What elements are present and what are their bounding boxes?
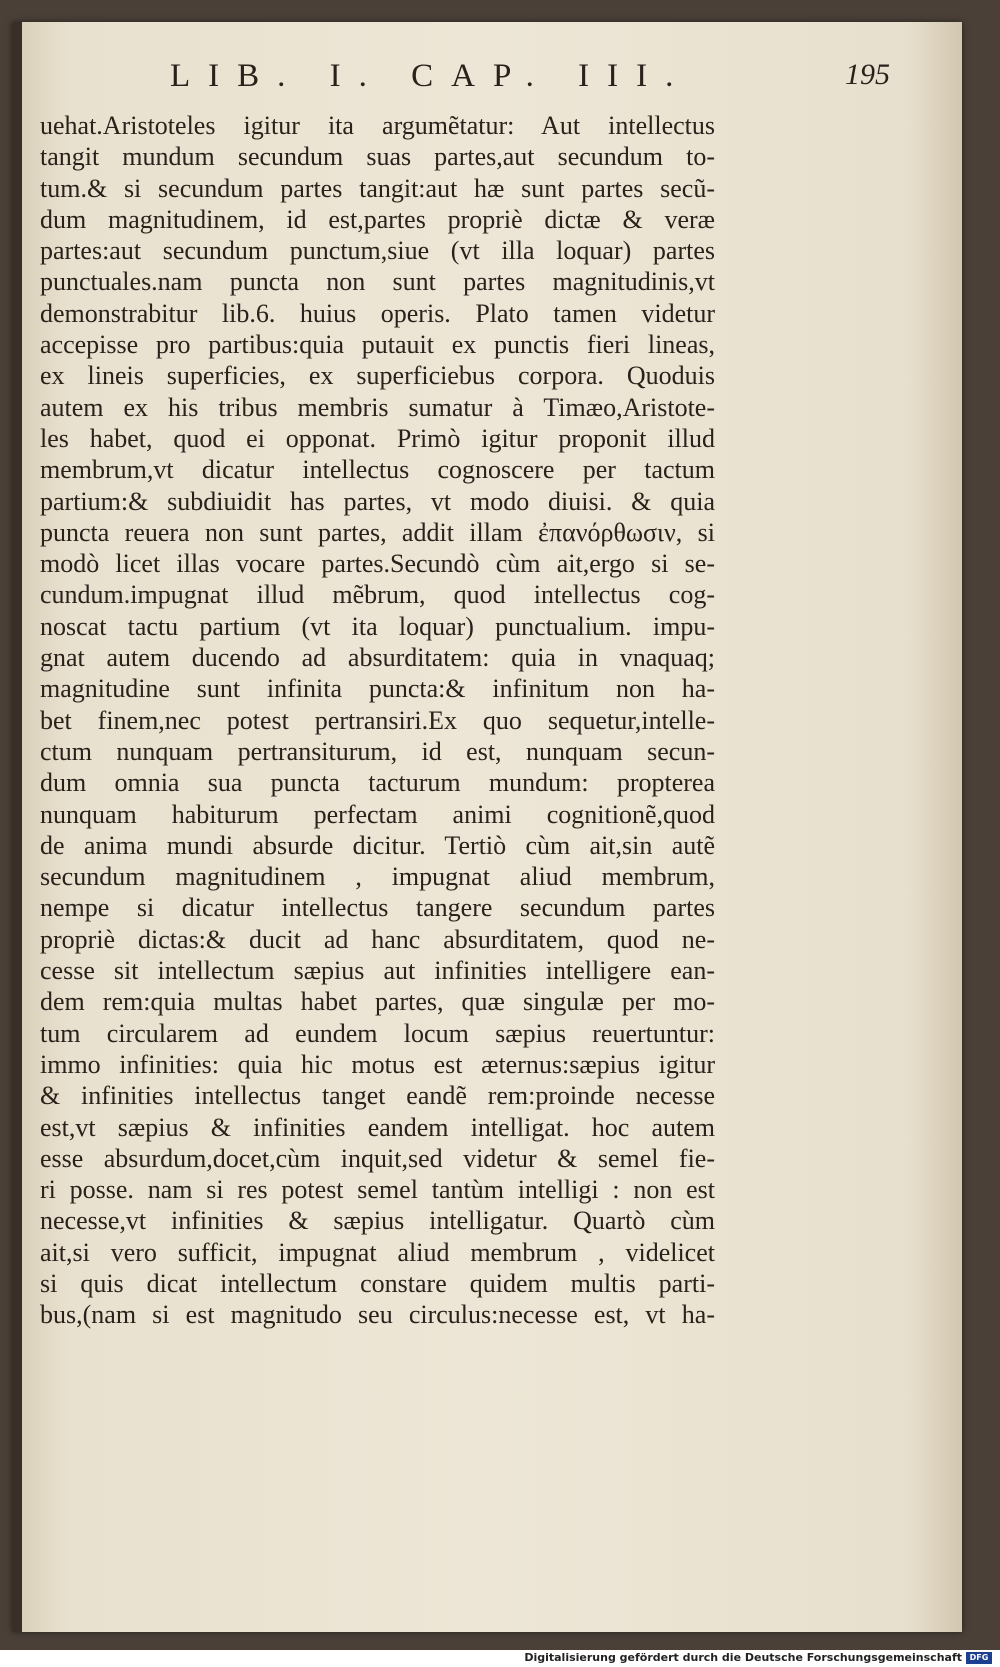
text-line: est,vt sæpius & infinities eandem intelligat. hoc autem bbox=[40, 1112, 715, 1142]
text-line: si quis dicat intellectum constare quidem multis parti- bbox=[40, 1268, 715, 1298]
text-line: ctum nunquam pertransiturum, id est, nunquam secun- bbox=[40, 736, 715, 766]
text-line: cesse sit intellectum sæpius aut infinities intelligere ean- bbox=[40, 956, 715, 986]
dfg-logo: DFG bbox=[966, 1652, 992, 1664]
text-line: accepisse pro partibus:quia putauit ex punctis fieri lineas, bbox=[40, 330, 715, 360]
text-line: partium:& subdiuidit has partes, vt modo diuisi. & quia bbox=[40, 486, 715, 516]
text-line: cundum.impugnat illud mẽbrum, quod intellectus cog- bbox=[40, 580, 715, 610]
text-line: secundum magnitudinem , impugnat aliud membrum, bbox=[40, 862, 715, 892]
text-line: esse absurdum,docet,cùm inquit,sed videtur & semel fie- bbox=[40, 1143, 715, 1173]
text-line: bus,(nam si est magnitudo seu circulus:necesse est, vt ha- bbox=[40, 1300, 715, 1330]
page-header bbox=[170, 58, 890, 106]
text-line: bet finem,nec potest pertransiri.Ex quo sequetur,intelle- bbox=[40, 705, 715, 735]
text-line: puncta reuera non sunt partes, addit illam ἐπανόρθωσιν, si bbox=[40, 517, 715, 547]
text-line: autem ex his tribus membris sumatur à Timæo,Aristote- bbox=[40, 392, 715, 422]
text-line: modò licet illas vocare partes.Secundò cùm ait,ergo si se- bbox=[40, 549, 715, 579]
text-line: de anima mundi absurde dicitur. Tertiò cùm ait,sin autẽ bbox=[40, 830, 715, 860]
text-line: ait,si vero sufficit, impugnat aliud membrum , videlicet bbox=[40, 1237, 715, 1267]
text-line: ri posse. nam si res potest semel tantùm intelligi : non est bbox=[40, 1175, 715, 1205]
text-line: dum omnia sua puncta tacturum mundum: propterea bbox=[40, 768, 715, 798]
text-line: tum.& si secundum partes tangit:aut hæ sunt partes secũ- bbox=[40, 173, 715, 203]
text-line: propriè dictas:& ducit ad hanc absurditatem, quod ne- bbox=[40, 924, 715, 954]
text-line: tum circularem ad eundem locum sæpius reuertuntur: bbox=[40, 1018, 715, 1048]
text-line: gnat autem ducendo ad absurditatem: quia in vnaquaq; bbox=[40, 643, 715, 673]
text-line: tangit mundum secundum suas partes,aut secundum to- bbox=[40, 142, 715, 172]
footer-bar bbox=[0, 1650, 1000, 1667]
text-line: ex lineis superficies, ex superficiebus corpora. Quoduis bbox=[40, 361, 715, 391]
text-line: magnitudine sunt infinita puncta:& infinitum non ha- bbox=[40, 674, 715, 704]
text-line: immo infinities: quia hic motus est æternus:sæpius igitur bbox=[40, 1049, 715, 1079]
body-text bbox=[40, 110, 715, 1331]
text-line: noscat tactu partium (vt ita loquar) punctualium. impu- bbox=[40, 611, 715, 641]
text-line: uehat.Aristoteles igitur ita argumẽtatur: Aut intellectus bbox=[40, 111, 715, 140]
text-line: dem rem:quia multas habet partes, quæ singulæ per mo- bbox=[40, 987, 715, 1017]
text-line: les habet, quod ei opponat. Primò igitur proponit illud bbox=[40, 423, 715, 453]
digitization-credit: Digitalisierung gefördert durch die Deutsche Forschungsgemeinschaft bbox=[524, 1651, 962, 1664]
running-head: LIB. I. CAP. III. bbox=[170, 58, 692, 94]
text-line: membrum,vt dicatur intellectus cognoscere per tactum bbox=[40, 455, 715, 485]
text-line: demonstrabitur lib.6. huius operis. Plato tamen videtur bbox=[40, 298, 715, 328]
text-line: nunquam habiturum perfectam animi cognitionẽ,quod bbox=[40, 799, 715, 829]
text-line: dum magnitudinem, id est,partes propriè dictæ & veræ bbox=[40, 204, 715, 234]
text-line: partes:aut secundum punctum,siue (vt illa loquar) partes bbox=[40, 236, 715, 266]
text-line: & infinities intellectus tanget eandẽ rem:proinde necesse bbox=[40, 1081, 715, 1111]
text-line: necesse,vt infinities & sæpius intelligatur. Quartò cùm bbox=[40, 1206, 715, 1236]
text-line: nempe si dicatur intellectus tangere secundum partes bbox=[40, 893, 715, 923]
text-line: punctuales.nam puncta non sunt partes magnitudinis,vt bbox=[40, 267, 715, 297]
page-number: 195 bbox=[845, 58, 890, 91]
